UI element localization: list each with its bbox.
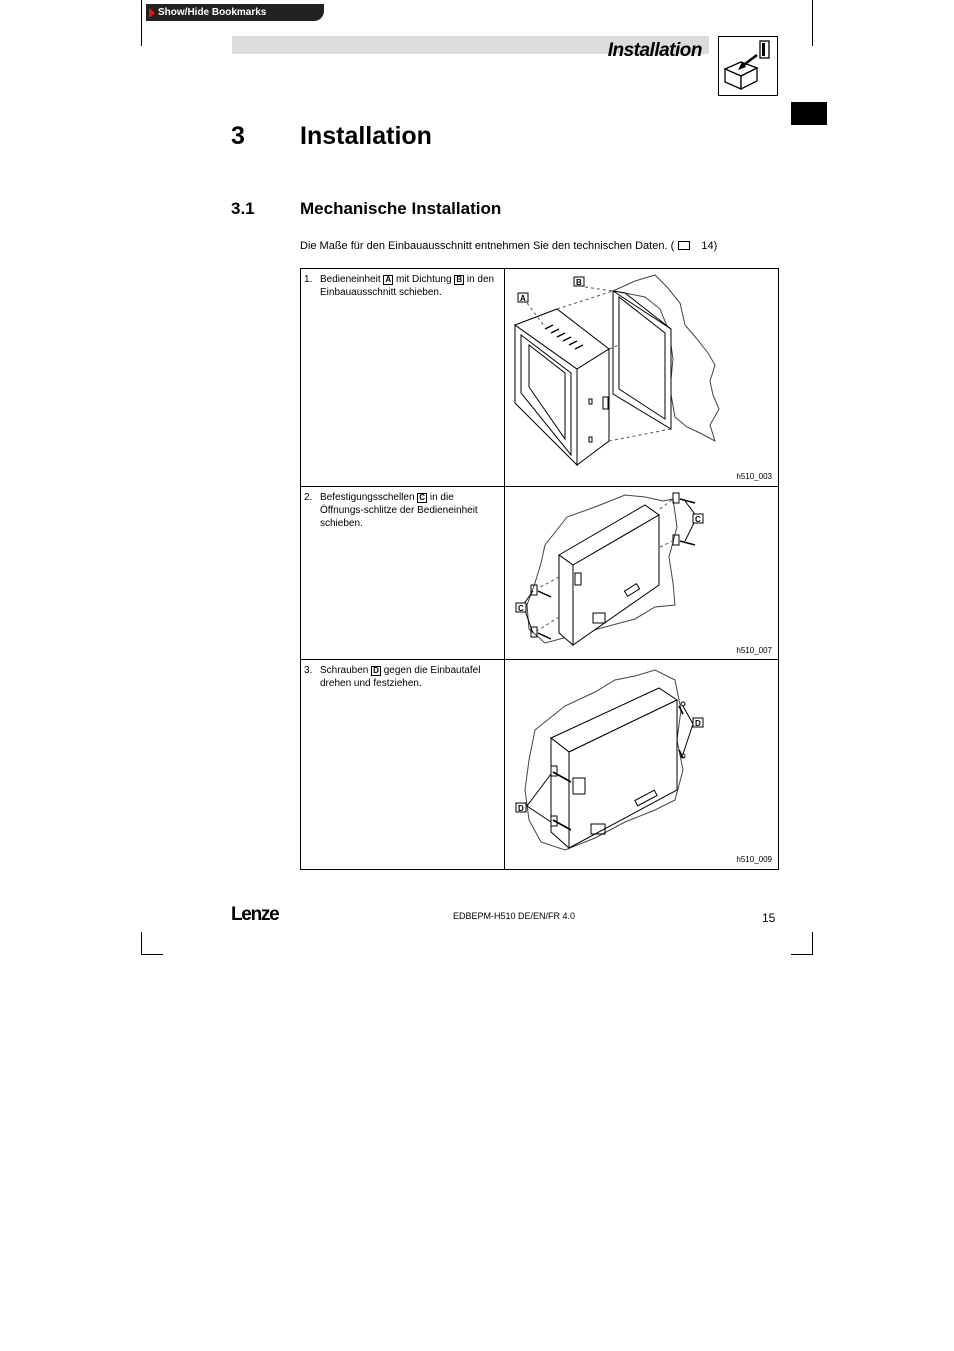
lenze-logo: Lenze [231,904,279,925]
show-hide-bookmarks-button[interactable] [146,4,324,21]
chapter-title: Installation [300,122,432,150]
page-number: 15 [762,911,776,925]
section-number: 3.1 [231,199,255,218]
step-text-cell [301,487,505,660]
step-text: Schrauben D gegen die Einbautafel drehen und festziehen. [320,665,481,689]
intro-page-ref[interactable]: 14) [701,240,718,252]
crop-mark [141,0,142,46]
step-number: 2. [304,492,313,503]
play-arrow-icon [149,8,155,18]
intro-paragraph [300,240,717,252]
step-number: 1. [304,274,313,285]
bookmarks-label: Show/Hide Bookmarks [158,7,267,18]
step-figure-cell [505,660,778,869]
crop-mark [812,0,813,46]
figure-label-c: C [695,515,701,524]
intro-text: Die Maße für den Einbauausschnitt entnehmen Sie den technischen Daten. ( [300,240,675,252]
installation-steps-table [300,268,779,870]
figure-screws-tighten [505,660,778,869]
figure-code: h510_009 [736,855,772,864]
table-row [301,659,778,869]
book-icon [678,241,690,250]
step-text-cell [301,269,505,486]
section-title: Mechanische Installation [300,199,502,218]
step-text: Befestigungsschellen C in die Öffnungs-schlitze der Bedieneinheit schieben. [320,492,478,529]
crop-mark [141,954,163,955]
chapter-tab-marker [791,102,827,125]
table-row [301,486,778,660]
figure-label-a: A [520,294,526,303]
step-text-cell [301,660,505,869]
step-figure-cell [505,487,778,660]
figure-code: h510_003 [736,472,772,481]
table-row [301,269,778,486]
document-id: EDBEPM-H510 DE/EN/FR 4.0 [453,911,576,921]
figure-clamps-insert [505,487,778,660]
figure-panel-insert [505,269,778,486]
figure-code: h510_007 [736,646,772,655]
figure-label-c: C [518,604,524,613]
crop-mark [141,932,142,954]
crop-mark [791,954,813,955]
step-number: 3. [304,665,313,676]
crop-mark [812,932,813,954]
figure-label-d: D [695,719,701,728]
figure-label-b: B [576,278,582,287]
chapter-number: 3 [231,122,245,150]
header-section-title: Installation [607,40,702,61]
step-text: Bedieneinheit A mit Dichtung B in den Einbauausschnitt schieben. [320,274,495,298]
step-figure-cell [505,269,778,486]
install-box-icon [718,36,778,96]
figure-label-d: D [518,804,524,813]
